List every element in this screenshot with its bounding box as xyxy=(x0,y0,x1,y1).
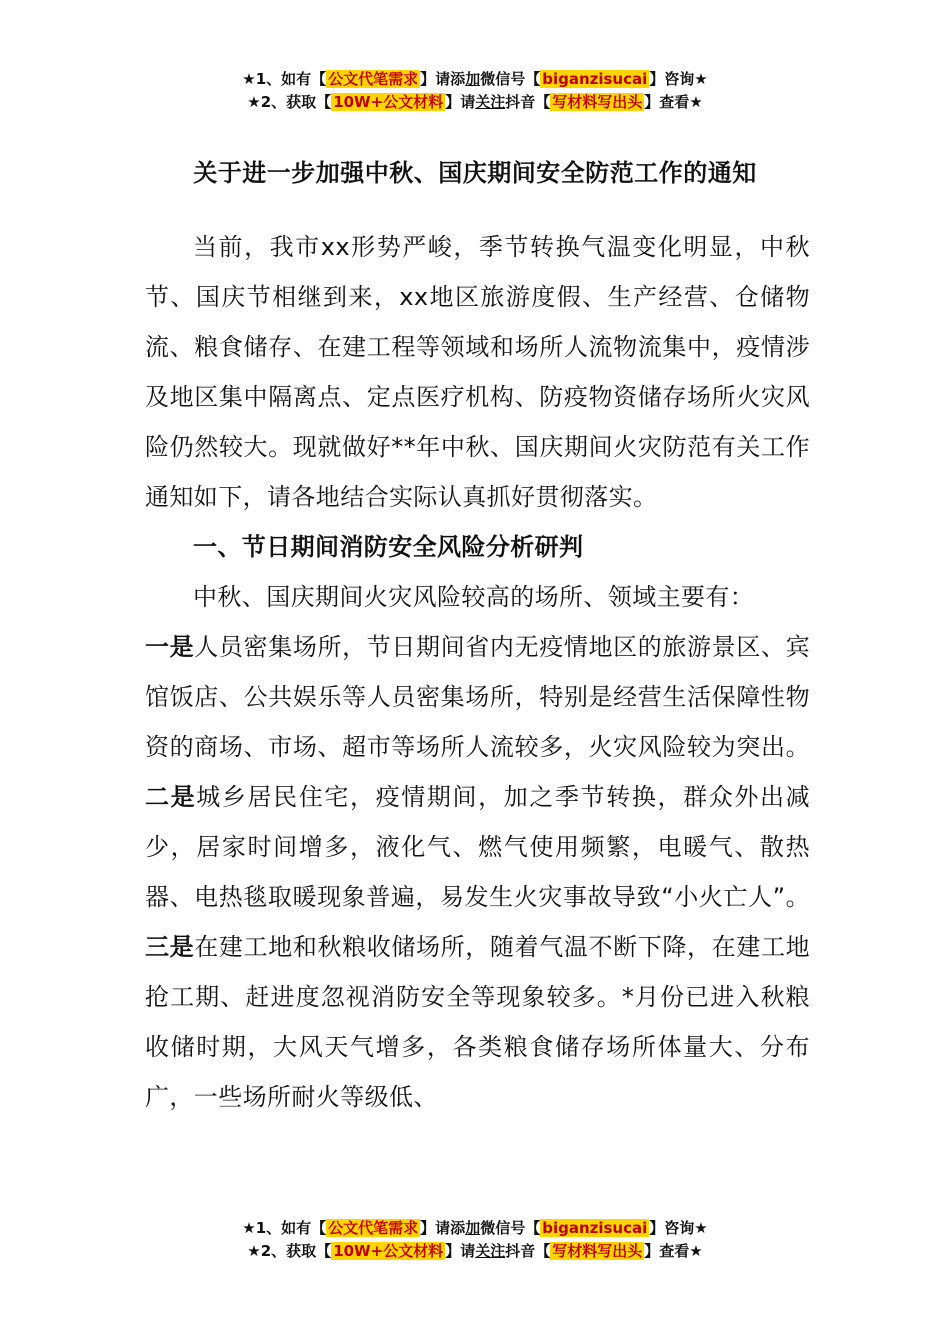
point-label: 二是 xyxy=(145,783,197,811)
banner-underline: 关注 xyxy=(475,93,506,111)
banner-highlight-douyin[interactable]: 写材料写出头 xyxy=(552,93,643,111)
banner-highlight-wechat[interactable]: biganzisucai xyxy=(542,1219,648,1237)
banner-text: ★1、如有【 xyxy=(242,1219,327,1237)
section-lead: 中秋、国庆期间火灾风险较高的场所、领域主要有： xyxy=(193,583,755,611)
banner-text: 抖音【 xyxy=(505,93,551,111)
top-banner xyxy=(0,68,950,114)
banner-line-1 xyxy=(0,1217,950,1240)
banner-underline: 加 xyxy=(465,1219,481,1237)
banner-text: ★1、如有【 xyxy=(242,70,327,88)
banner-text: 微信号【 xyxy=(480,70,541,88)
intro-paragraph: 当前，我市xx形势严峻，季节转换气温变化明显，中秋节、国庆节相继到来，xx地区旅游度假、生产经营、仓储物流、粮食储存、在建工程等领域和场所人流物流集中，疫情涉及地区集中隔离点、定点医疗机构、防疫物资储存场所火灾风险仍然较大。现就做好**年中秋、国庆期间火灾防范有关工作通知如下，请各地结合实际认真抓好贯彻落实。 xyxy=(145,233,810,511)
banner-highlight-materials: 10W+公文材料 xyxy=(333,93,444,111)
point-label: 一是 xyxy=(145,633,195,661)
banner-line-2 xyxy=(0,91,950,114)
banner-line-2 xyxy=(0,1240,950,1263)
point-text: 人员密集场所，节日期间省内无疫情地区的旅游景区、宾馆饭店、公共娱乐等人员密集场所，特别是经营生活保障性物资的商场、市场、超市等场所人流较多，火灾风险较为突出。 xyxy=(145,633,810,761)
banner-text: 】请添 xyxy=(420,1219,466,1237)
banner-highlight-service: 公文代笔需求 xyxy=(328,1219,419,1237)
banner-text: 抖音【 xyxy=(505,1242,551,1260)
banner-text: 微信号【 xyxy=(480,1219,541,1237)
banner-underline: 关注 xyxy=(475,1242,506,1260)
section-heading: 一、节日期间消防安全风险分析研判 xyxy=(193,533,584,561)
point-text: 在建工地和秋粮收储场所，随着气温不断下降，在建工地抢工期、赶进度忽视消防安全等现象较多。*月份已进入秋粮收储时期，大风天气增多，各类粮食储存场所体量大、分布广，一些场所耐火等级低、 xyxy=(145,933,810,1111)
banner-text: 】咨询★ xyxy=(649,1219,708,1237)
banner-highlight-materials: 10W+公文材料 xyxy=(333,1242,444,1260)
point-text: 城乡居民住宅，疫情期间，加之季节转换，群众外出减少，居家时间增多，液化气、燃气使用频繁，电暖气、散热器、电热毯取暖现象普遍，易发生火灾事故导致“小火亡人”。 xyxy=(145,783,810,911)
document-body xyxy=(145,222,810,1167)
banner-text: 】请 xyxy=(445,93,476,111)
bottom-banner xyxy=(0,1217,950,1263)
banner-line-1 xyxy=(0,68,950,91)
banner-text: ★2、获取【 xyxy=(247,1242,332,1260)
banner-text: 】查看★ xyxy=(644,93,703,111)
banner-text: 】请 xyxy=(445,1242,476,1260)
point-label: 三是 xyxy=(145,933,195,961)
banner-highlight-douyin[interactable]: 写材料写出头 xyxy=(552,1242,643,1260)
banner-underline: 加 xyxy=(465,70,481,88)
points-paragraph xyxy=(145,622,810,1122)
banner-text: ★2、获取【 xyxy=(247,93,332,111)
banner-text: 】查看★ xyxy=(644,1242,703,1260)
banner-highlight-service: 公文代笔需求 xyxy=(328,70,419,88)
banner-text: 】咨询★ xyxy=(649,70,708,88)
banner-highlight-wechat[interactable]: biganzisucai xyxy=(542,70,648,88)
banner-text: 】请添 xyxy=(420,70,466,88)
document-title: 关于进一步加强中秋、国庆期间安全防范工作的通知 xyxy=(193,159,757,187)
